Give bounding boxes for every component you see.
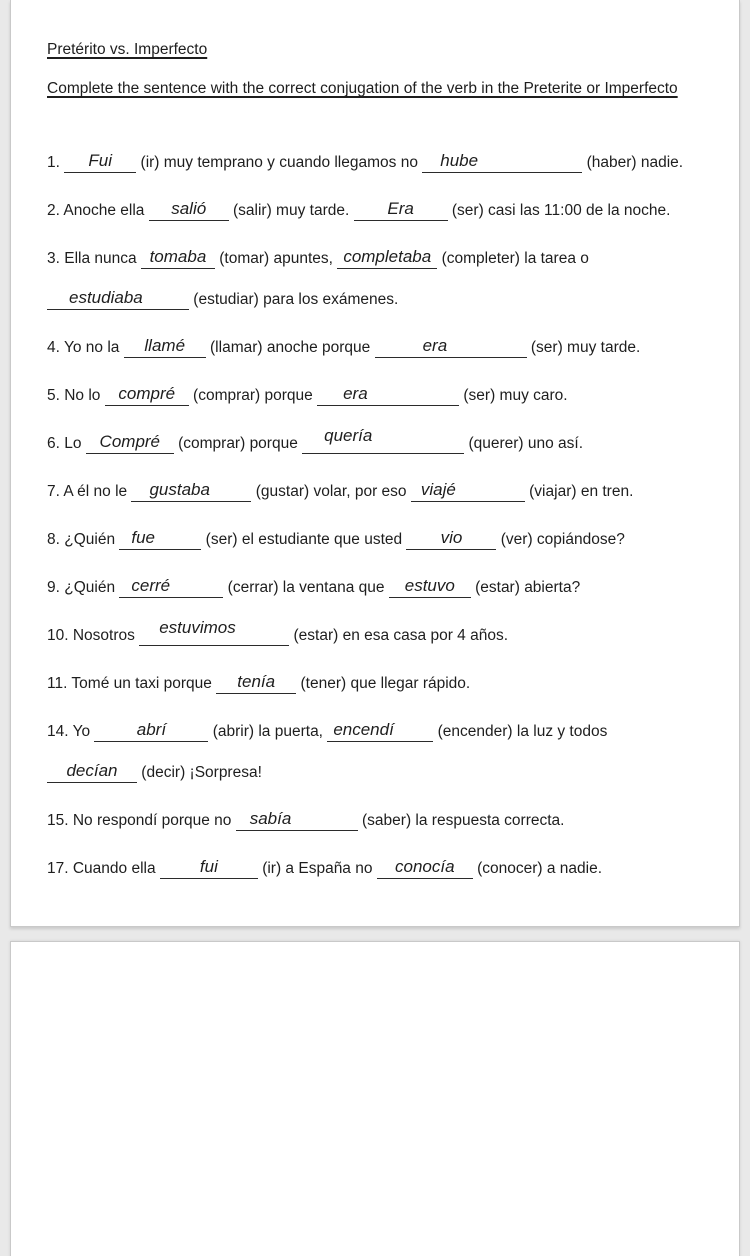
worksheet-item xyxy=(47,337,717,358)
item-line xyxy=(47,152,717,173)
answer-blank xyxy=(317,385,459,406)
handwritten-answer: conocía xyxy=(395,857,455,876)
items-list xyxy=(47,152,717,879)
item-text: (ir) muy temprano y cuando llegamos no xyxy=(136,154,423,171)
handwritten-answer: sabía xyxy=(249,809,292,828)
handwritten-answer: viajé xyxy=(420,480,456,499)
item-line xyxy=(47,426,717,454)
handwritten-answer: quería xyxy=(324,426,373,445)
item-text: (querer) uno así. xyxy=(464,435,584,452)
answer-blank xyxy=(406,529,496,550)
item-text: (estar) en esa casa por 4 años. xyxy=(289,627,509,644)
item-text: 3. Ella nunca xyxy=(47,250,141,267)
answer-blank xyxy=(377,858,473,879)
item-line xyxy=(47,618,717,646)
item-line xyxy=(47,673,717,694)
document-page-2 xyxy=(10,941,740,1256)
handwritten-answer: era xyxy=(422,336,448,355)
worksheet-item xyxy=(47,577,717,598)
answer-blank xyxy=(119,577,223,598)
handwritten-answer: Fui xyxy=(88,151,113,170)
handwritten-answer: tomaba xyxy=(149,247,207,266)
worksheet-item xyxy=(47,673,717,694)
item-text: 15. No respondí porque no xyxy=(47,812,236,829)
item-text: (saber) la respuesta correcta. xyxy=(357,812,565,829)
item-line xyxy=(47,289,717,310)
item-text: 11. Tomé un taxi porque xyxy=(47,675,217,692)
item-text: (salir) muy tarde. xyxy=(228,202,354,219)
answer-blank xyxy=(236,810,358,831)
item-text: (ser) muy tarde. xyxy=(526,339,641,356)
item-text: (tomar) apuntes, xyxy=(214,250,338,267)
worksheet-item xyxy=(47,426,717,454)
handwritten-answer: fui xyxy=(199,857,218,876)
handwritten-answer: Compré xyxy=(99,432,161,451)
answer-blank xyxy=(64,152,136,173)
item-text: 1. xyxy=(47,154,65,171)
worksheet-item xyxy=(47,618,717,646)
handwritten-answer: completaba xyxy=(343,247,432,266)
handwritten-answer: estuvo xyxy=(404,576,455,595)
item-text: (decir) ¡Sorpresa! xyxy=(137,764,262,781)
worksheet-content xyxy=(11,0,739,879)
answer-blank xyxy=(422,152,582,173)
item-text: 10. Nosotros xyxy=(47,627,140,644)
handwritten-answer: cerré xyxy=(131,576,171,595)
item-text: (encender) la luz y todos xyxy=(433,723,608,740)
handwritten-answer: hube xyxy=(440,151,479,170)
worksheet-item xyxy=(47,200,717,221)
item-text: 7. A él no le xyxy=(47,483,132,500)
worksheet-item xyxy=(47,529,717,550)
answer-blank xyxy=(124,337,206,358)
answer-blank xyxy=(47,762,137,783)
worksheet-item xyxy=(47,810,717,831)
answer-blank xyxy=(160,858,258,879)
item-line xyxy=(47,721,717,742)
item-text: (completer) la tarea o xyxy=(437,250,589,267)
worksheet-instructions: Complete the sentence with the correct conjugation of the verb in the Preterite or Imperfecto xyxy=(47,80,678,97)
item-line xyxy=(47,810,717,831)
item-text: (abrir) la puerta, xyxy=(208,723,328,740)
answer-blank xyxy=(389,577,471,598)
item-line xyxy=(47,529,717,550)
worksheet-title: Pretérito vs. Imperfecto xyxy=(47,41,208,58)
handwritten-answer: compré xyxy=(118,384,176,403)
worksheet-item xyxy=(47,385,717,406)
item-text: (estar) abierta? xyxy=(470,579,581,596)
worksheet-item xyxy=(47,152,717,173)
answer-blank xyxy=(47,289,189,310)
answer-blank xyxy=(375,337,527,358)
handwritten-answer: Era xyxy=(387,199,414,218)
handwritten-answer: vio xyxy=(440,528,463,547)
handwritten-answer: gustaba xyxy=(149,480,210,499)
answer-blank xyxy=(327,721,433,742)
answer-blank xyxy=(86,433,174,454)
item-text: 5. No lo xyxy=(47,387,105,404)
item-text: 17. Cuando ella xyxy=(47,860,160,877)
item-text: 9. ¿Quién xyxy=(47,579,120,596)
item-line xyxy=(47,858,717,879)
item-text: 14. Yo xyxy=(47,723,95,740)
item-text: 8. ¿Quién xyxy=(47,531,120,548)
answer-blank xyxy=(105,385,189,406)
item-text: (ir) a España no xyxy=(257,860,377,877)
handwritten-answer: tenía xyxy=(237,672,276,691)
handwritten-answer: era xyxy=(343,384,368,403)
handwritten-answer: abrí xyxy=(136,720,167,739)
answer-blank xyxy=(302,426,464,454)
item-line xyxy=(47,481,717,502)
item-text: (tener) que llegar rápido. xyxy=(296,675,471,692)
item-text: 4. Yo no la xyxy=(47,339,124,356)
answer-blank xyxy=(411,481,525,502)
item-line xyxy=(47,577,717,598)
item-line xyxy=(47,385,717,406)
answer-blank xyxy=(216,673,296,694)
handwritten-answer: encendí xyxy=(333,720,394,739)
worksheet-item xyxy=(47,481,717,502)
item-text: (gustar) volar, por eso xyxy=(251,483,411,500)
answer-blank xyxy=(337,248,437,269)
item-text: (conocer) a nadie. xyxy=(472,860,603,877)
item-text: 2. Anoche ella xyxy=(47,202,149,219)
item-text: (comprar) porque xyxy=(173,435,303,452)
item-text: (llamar) anoche porque xyxy=(205,339,375,356)
answer-blank xyxy=(354,200,448,221)
answer-blank xyxy=(119,529,201,550)
item-text: (ver) copiándose? xyxy=(496,531,625,548)
answer-blank xyxy=(94,721,208,742)
item-text: (estudiar) para los exámenes. xyxy=(189,291,399,308)
worksheet-item xyxy=(47,248,717,310)
item-text: (cerrar) la ventana que xyxy=(223,579,389,596)
item-text: (ser) el estudiante que usted xyxy=(201,531,407,548)
item-line xyxy=(47,200,717,221)
document-page-1 xyxy=(10,0,740,927)
item-line xyxy=(47,248,717,269)
handwritten-answer: decían xyxy=(66,761,118,780)
item-line xyxy=(47,762,717,783)
handwritten-answer: fue xyxy=(131,528,156,547)
answer-blank xyxy=(131,481,251,502)
answer-blank xyxy=(139,618,289,646)
handwritten-answer: estuvimos xyxy=(159,618,236,637)
item-text: (haber) nadie. xyxy=(582,154,684,171)
worksheet-item xyxy=(47,721,717,783)
item-text: 6. Lo xyxy=(47,435,86,452)
item-text: (viajar) en tren. xyxy=(524,483,634,500)
handwritten-answer: estudiaba xyxy=(69,288,143,307)
item-text: (ser) muy caro. xyxy=(459,387,568,404)
worksheet-item xyxy=(47,858,717,879)
item-line xyxy=(47,337,717,358)
answer-blank xyxy=(149,200,229,221)
handwritten-answer: salió xyxy=(171,199,207,218)
item-text: (comprar) porque xyxy=(188,387,318,404)
item-text: (ser) casi las 11:00 de la noche. xyxy=(447,202,671,219)
handwritten-answer: llamé xyxy=(144,336,186,355)
answer-blank xyxy=(141,248,215,269)
